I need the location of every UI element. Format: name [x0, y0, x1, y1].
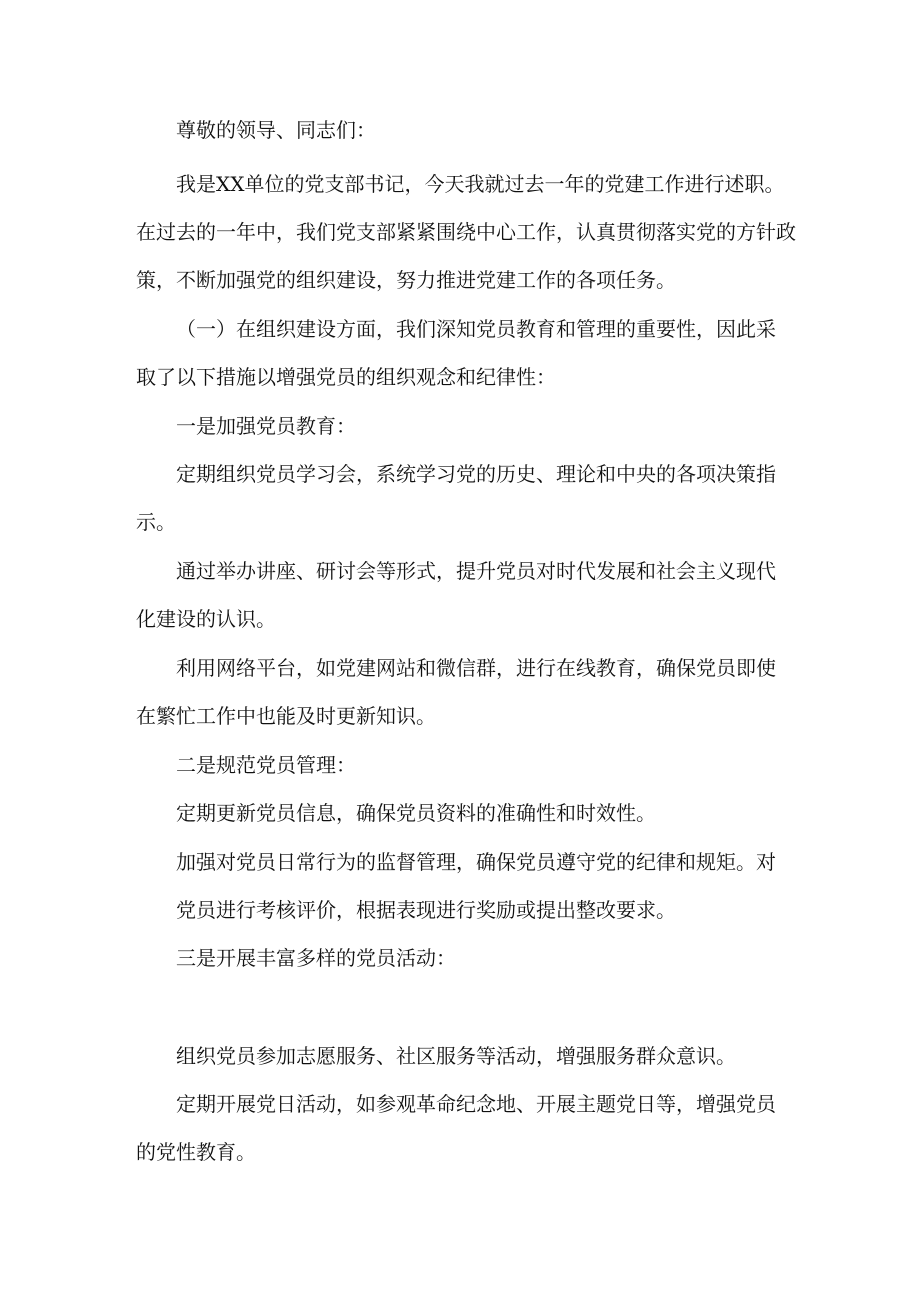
heading-management: 二是规范党员管理： — [176, 753, 356, 777]
item-party-day-line-2: 的党性教育。 — [136, 1140, 256, 1164]
item-study-line-1: 定期组织党员学习会，系统学习党的历史、理论和中央的各项决策指 — [176, 462, 776, 486]
item-supervision-line-2: 党员进行考核评价，根据表现进行奖励或提出整改要求。 — [176, 898, 676, 922]
item-lectures-line-2: 化建设的认识。 — [136, 607, 276, 631]
item-volunteer: 组织党员参加志愿服务、社区服务等活动，增强服务群众意识。 — [176, 1044, 736, 1068]
heading-education: 一是加强党员教育： — [176, 414, 356, 438]
intro-line-2: 在过去的一年中，我们党支部紧紧围绕中心工作，认真贯彻落实党的方针政 — [136, 220, 796, 244]
item-party-day-line-1: 定期开展党日活动，如参观革命纪念地、开展主题党日等，增强党员 — [176, 1092, 776, 1116]
heading-activities: 三是开展丰富多样的党员活动： — [176, 946, 456, 970]
section1-line-2: 取了以下措施以增强党员的组织观念和纪律性： — [136, 365, 556, 389]
item-supervision-line-1: 加强对党员日常行为的监督管理，确保党员遵守党的纪律和规矩。对 — [176, 850, 776, 874]
intro-line-3: 策，不断加强党的组织建设，努力推进党建工作的各项任务。 — [136, 268, 676, 292]
item-update-info: 定期更新党员信息，确保党员资料的准确性和时效性。 — [176, 801, 656, 825]
section1-line-1: （一）在组织建设方面，我们深知党员教育和管理的重要性，因此采 — [176, 317, 776, 341]
item-online-line-1: 利用网络平台，如党建网站和微信群，进行在线教育，确保党员即使 — [176, 656, 776, 680]
greeting-line: 尊敬的领导、同志们： — [176, 118, 376, 142]
intro-line-1: 我是XX单位的党支部书记，今天我就过去一年的党建工作进行述职。 — [176, 172, 785, 196]
item-study-line-2: 示。 — [136, 510, 176, 534]
item-lectures-line-1: 通过举办讲座、研讨会等形式，提升党员对时代发展和社会主义现代 — [176, 559, 776, 583]
item-online-line-2: 在繁忙工作中也能及时更新知识。 — [136, 704, 436, 728]
